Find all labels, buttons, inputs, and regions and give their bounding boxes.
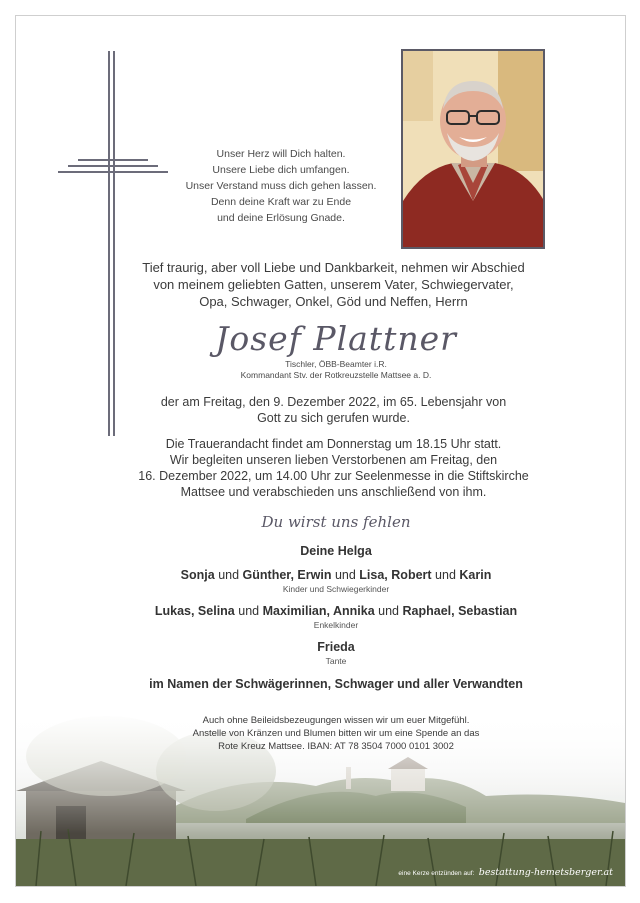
child-name: Robert [391,568,432,582]
conjunction: und [378,604,400,618]
ceremony-line: 16. Dezember 2022, um 14.00 Uhr zur Seelenmesse in die Stiftskirche [138,469,529,483]
closing-line: Auch ohne Beileidsbezeugungen wissen wir um euer Mitgefühl. [202,715,470,726]
deceased-name: Josef Plattner [215,319,457,358]
poem [166,146,396,226]
child-name: Lisa, [359,568,388,582]
poem-line: Unsere Liebe dich umfangen. [212,164,350,176]
website-link[interactable]: bestattung-hemetsberger.at [478,867,613,878]
death-notice-line: der am Freitag, den 9. Dezember 2022, im 65. Lebensjahr von [160,395,507,409]
poem-line: Denn deine Kraft war zu Ende [210,196,352,208]
poem-line: Unser Herz will Dich halten. [216,148,346,160]
intro-line: von meinem geliebten Gatten, unserem Vater, Schwiegervater, [153,277,514,292]
poem-line: und deine Erlösung Gnade. [217,212,345,224]
conjunction: und [238,604,260,618]
intro-line: Opa, Schwager, Onkel, Göd und Neffen, Herrn [199,294,468,309]
miss-you-heading: Du wirst uns fehlen [261,513,411,531]
grandchild-names: Maximilian, Annika [262,604,375,618]
grandchild-names: Raphael, Sebastian [402,604,518,618]
conjunction: und [218,568,240,582]
candle-text: eine Kerze entzünden auf: [398,870,475,877]
intro-line: Tief traurig, aber voll Liebe und Dankbarkeit, nehmen wir Abschied [142,260,525,275]
family-grandchildren [111,604,561,630]
child-name: Günther, [242,568,294,582]
death-notice-line: Gott zu sich gerufen wurde. [257,411,410,425]
portrait-photo [401,49,545,249]
family-children [111,568,561,594]
children-caption: Kinder und Schwiegerkinder [282,584,390,594]
ceremony-line: Mattsee und verabschieden uns anschließend von ihm. [180,485,487,499]
relatives-line: im Namen der Schwägerinnen, Schwager und aller Verwandten [149,677,523,691]
ceremony-line: Die Trauerandacht findet am Donnerstag um 18.15 Uhr statt. [165,437,502,451]
closing-line: Anstelle von Kränzen und Blumen bitten wir um eine Spende an das [192,728,480,739]
footer [398,862,613,880]
role-line: Tischler, ÖBB-Beamter i.R. [285,359,387,369]
deceased-roles [121,359,551,381]
ceremony-info [121,436,546,500]
intro-text [121,259,546,310]
grandchild-names: Lukas, Selina [154,604,235,618]
wife-name: Deine Helga [300,544,372,558]
family-relatives [111,677,561,691]
child-name: Erwin [297,568,332,582]
aunt-caption: Tante [325,656,347,666]
role-line: Kommandant Stv. der Rotkreuzstelle Mattsee a. D. [240,370,432,380]
closing-text [116,714,556,753]
obituary-card [15,15,626,887]
family-wife [111,544,561,558]
child-name: Karin [459,568,492,582]
poem-line: Unser Verstand muss dich gehen lassen. [185,180,377,192]
aunt-name: Frieda [317,640,355,654]
death-notice [121,394,546,426]
grandchildren-caption: Enkelkinder [313,620,359,630]
conjunction: und [334,568,356,582]
closing-line: Rote Kreuz Mattsee. IBAN: AT 78 3504 7000 0101 3002 [218,741,454,752]
ceremony-line: Wir begleiten unseren lieben Verstorbenen am Freitag, den [169,453,498,467]
family-aunt [111,640,561,666]
conjunction: und [435,568,456,582]
child-name: Sonja [180,568,215,582]
